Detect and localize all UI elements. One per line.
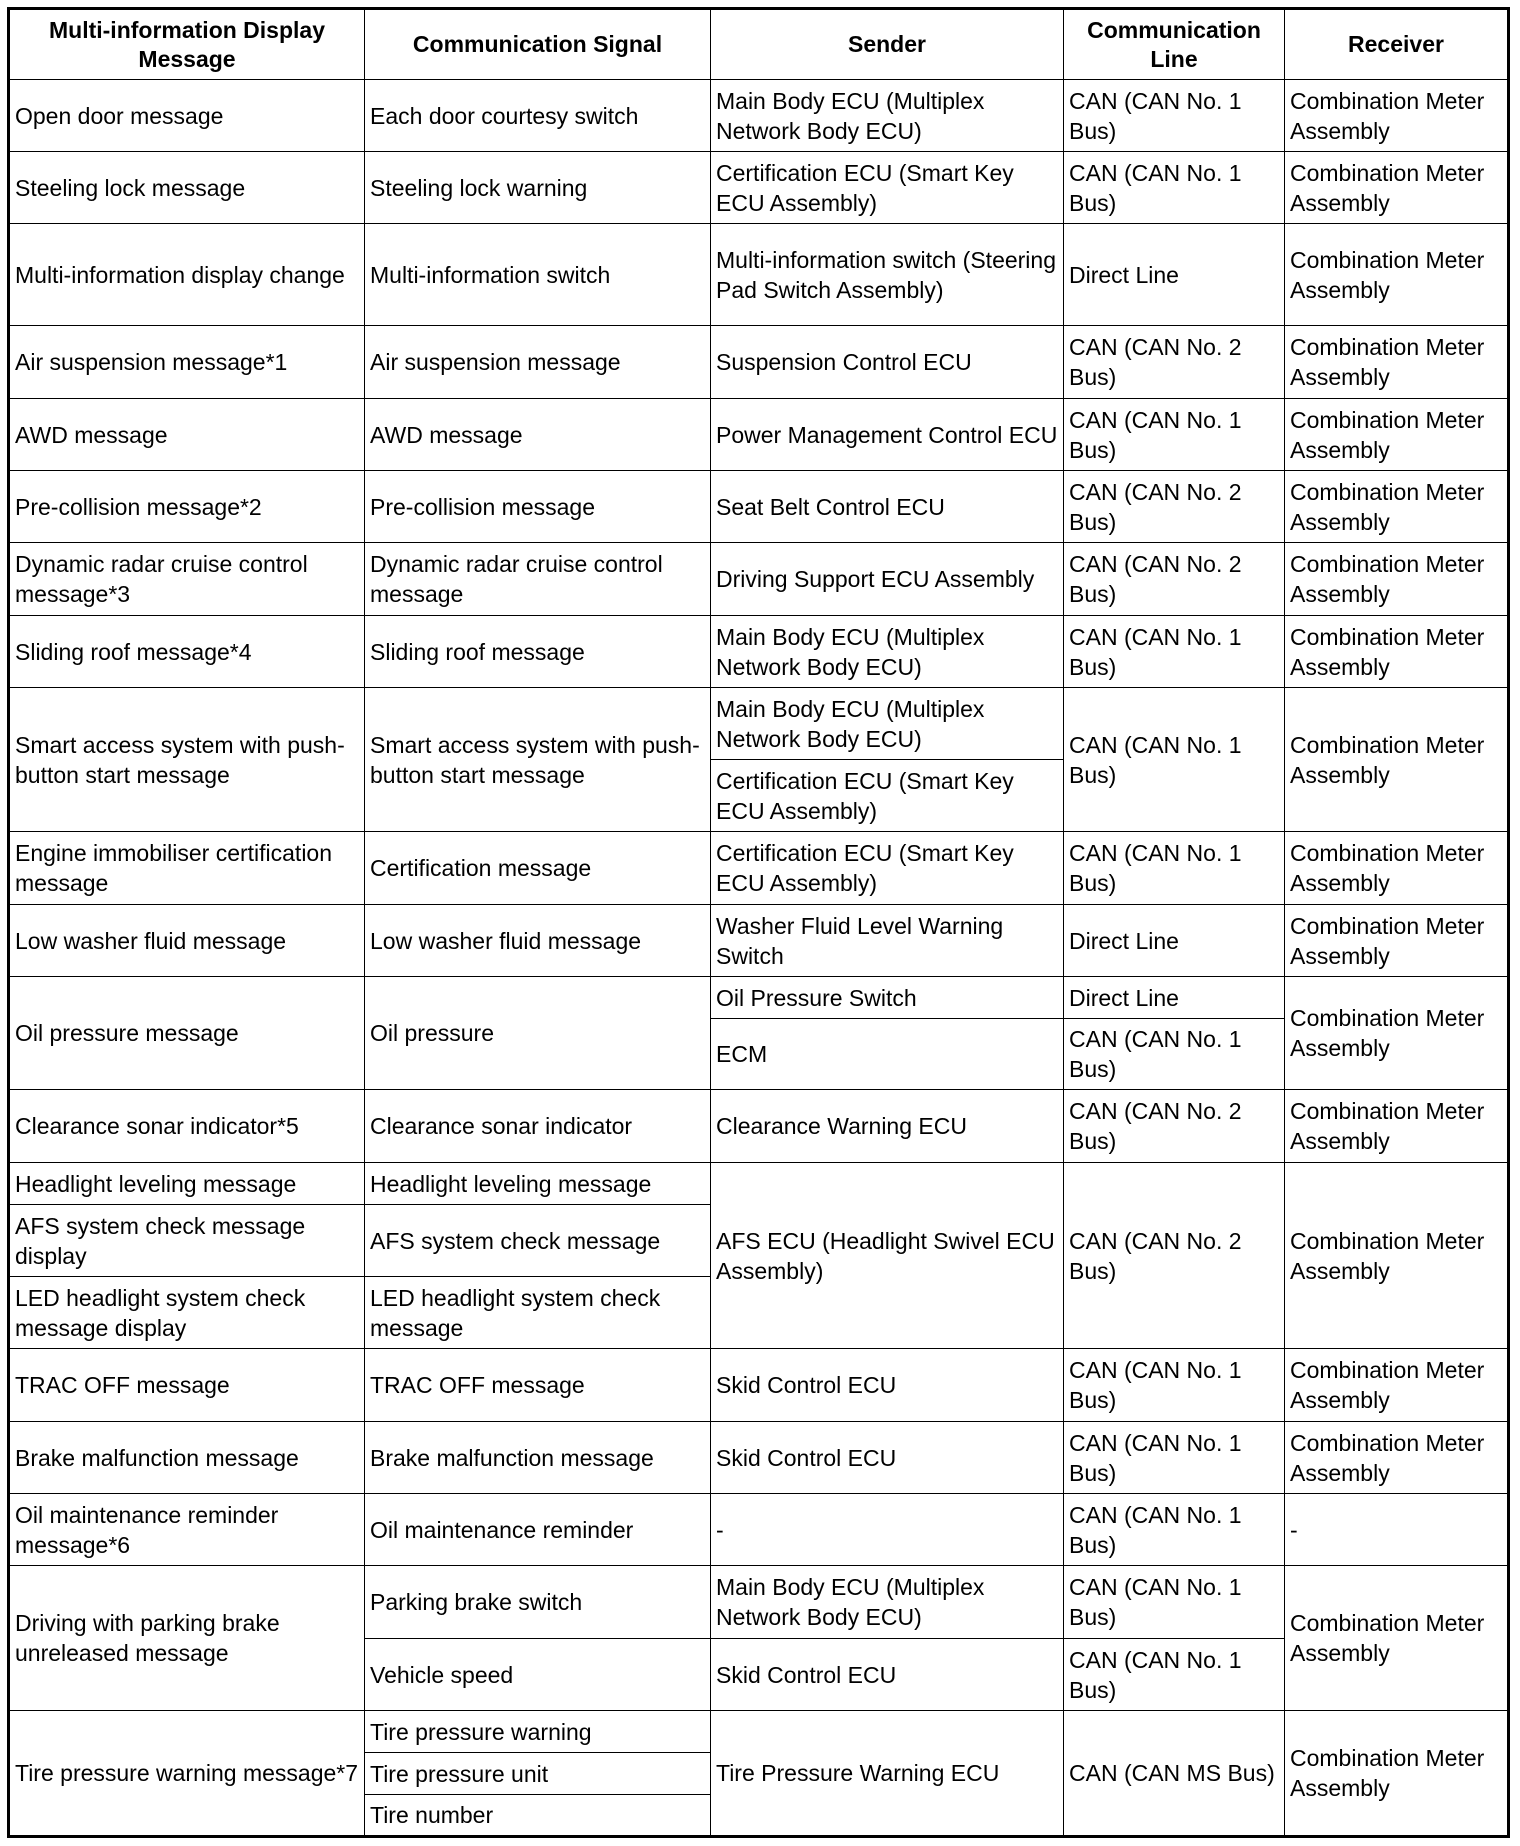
line-cell: CAN (CAN No. 1 Bus) [1064, 832, 1285, 905]
signal-cell: Tire pressure unit [365, 1753, 711, 1795]
signal-cell: Smart access system with push-button start message [365, 688, 711, 832]
message-cell: Tire pressure warning message*7 [9, 1711, 365, 1837]
sender-cell: AFS ECU (Headlight Swivel ECU Assembly) [711, 1163, 1064, 1349]
receiver-cell: Combination Meter Assembly [1285, 543, 1509, 616]
signal-cell: AFS system check message [365, 1205, 711, 1277]
sender-cell: Main Body ECU (Multiplex Network Body ECU) [711, 1566, 1064, 1639]
sender-cell: Suspension Control ECU [711, 326, 1064, 399]
header-receiver: Receiver [1285, 9, 1509, 80]
line-cell: CAN (CAN No. 1 Bus) [1064, 80, 1285, 152]
receiver-cell: Combination Meter Assembly [1285, 399, 1509, 471]
header-signal: Communication Signal [365, 9, 711, 80]
message-cell: Air suspension message*1 [9, 326, 365, 399]
signal-cell: Steeling lock warning [365, 152, 711, 224]
table-row [9, 80, 1509, 152]
message-cell: Open door message [9, 80, 365, 152]
table-row [9, 1422, 1509, 1494]
signal-cell: Oil maintenance reminder [365, 1494, 711, 1566]
signal-cell: Clearance sonar indicator [365, 1090, 711, 1163]
table-row [9, 471, 1509, 543]
table-row [9, 543, 1509, 616]
table-row [9, 1349, 1509, 1422]
signal-cell: Sliding roof message [365, 616, 711, 688]
receiver-cell: - [1285, 1494, 1509, 1566]
sender-cell: Main Body ECU (Multiplex Network Body ECU) [711, 80, 1064, 152]
receiver-cell: Combination Meter Assembly [1285, 832, 1509, 905]
signal-cell: Vehicle speed [365, 1639, 711, 1711]
signal-cell: TRAC OFF message [365, 1349, 711, 1422]
message-cell: Engine immobiliser certification message [9, 832, 365, 905]
receiver-cell: Combination Meter Assembly [1285, 326, 1509, 399]
receiver-cell: Combination Meter Assembly [1285, 1349, 1509, 1422]
table-container [7, 7, 1507, 1837]
sender-cell: - [711, 1494, 1064, 1566]
message-cell: Steeling lock message [9, 152, 365, 224]
receiver-cell: Combination Meter Assembly [1285, 471, 1509, 543]
message-cell: Dynamic radar cruise control message*3 [9, 543, 365, 616]
table-row [9, 224, 1509, 326]
signal-cell: Tire number [365, 1795, 711, 1837]
line-cell: CAN (CAN No. 1 Bus) [1064, 688, 1285, 832]
table-row [9, 977, 1509, 1019]
message-cell: Oil maintenance reminder message*6 [9, 1494, 365, 1566]
message-cell: Clearance sonar indicator*5 [9, 1090, 365, 1163]
line-cell: CAN (CAN No. 1 Bus) [1064, 1566, 1285, 1639]
table-row [9, 905, 1509, 977]
signal-cell: Dynamic radar cruise control message [365, 543, 711, 616]
message-cell: AFS system check message display [9, 1205, 365, 1277]
sender-cell: Multi-information switch (Steering Pad Switch Assembly) [711, 224, 1064, 326]
signal-cell: AWD message [365, 399, 711, 471]
line-cell: CAN (CAN No. 1 Bus) [1064, 1349, 1285, 1422]
table-row [9, 1494, 1509, 1566]
sender-cell: Oil Pressure Switch [711, 977, 1064, 1019]
line-cell: CAN (CAN No. 2 Bus) [1064, 1163, 1285, 1349]
line-cell: CAN (CAN No. 1 Bus) [1064, 616, 1285, 688]
receiver-cell: Combination Meter Assembly [1285, 80, 1509, 152]
sender-cell: Main Body ECU (Multiplex Network Body ECU) [711, 688, 1064, 760]
receiver-cell: Combination Meter Assembly [1285, 1711, 1509, 1837]
sender-cell: Clearance Warning ECU [711, 1090, 1064, 1163]
line-cell: CAN (CAN No. 1 Bus) [1064, 1494, 1285, 1566]
sender-cell: Skid Control ECU [711, 1422, 1064, 1494]
sender-cell: Driving Support ECU Assembly [711, 543, 1064, 616]
line-cell: CAN (CAN No. 2 Bus) [1064, 326, 1285, 399]
message-cell: LED headlight system check message display [9, 1277, 365, 1349]
message-cell: Brake malfunction message [9, 1422, 365, 1494]
table-row [9, 688, 1509, 760]
line-cell: CAN (CAN MS Bus) [1064, 1711, 1285, 1837]
sender-cell: Certification ECU (Smart Key ECU Assembly) [711, 760, 1064, 832]
signal-cell: Air suspension message [365, 326, 711, 399]
line-cell: CAN (CAN No. 1 Bus) [1064, 1422, 1285, 1494]
signal-cell: Oil pressure [365, 977, 711, 1090]
sender-cell: Certification ECU (Smart Key ECU Assembly) [711, 832, 1064, 905]
message-cell: Headlight leveling message [9, 1163, 365, 1205]
line-cell: Direct Line [1064, 224, 1285, 326]
table-row [9, 1163, 1509, 1205]
line-cell: CAN (CAN No. 2 Bus) [1064, 1090, 1285, 1163]
receiver-cell: Combination Meter Assembly [1285, 1163, 1509, 1349]
signal-cell: Tire pressure warning [365, 1711, 711, 1753]
table-row [9, 1711, 1509, 1753]
signal-cell: Brake malfunction message [365, 1422, 711, 1494]
sender-cell: Seat Belt Control ECU [711, 471, 1064, 543]
sender-cell: ECM [711, 1019, 1064, 1090]
message-cell: Smart access system with push-button start message [9, 688, 365, 832]
receiver-cell: Combination Meter Assembly [1285, 688, 1509, 832]
header-line: Communication Line [1064, 9, 1285, 80]
line-cell: CAN (CAN No. 1 Bus) [1064, 1639, 1285, 1711]
signal-cell: Certification message [365, 832, 711, 905]
message-cell: Driving with parking brake unreleased message [9, 1566, 365, 1711]
line-cell: CAN (CAN No. 1 Bus) [1064, 152, 1285, 224]
message-cell: Sliding roof message*4 [9, 616, 365, 688]
message-cell: Multi-information display change [9, 224, 365, 326]
signal-cell: Pre-collision message [365, 471, 711, 543]
signal-cell: Low washer fluid message [365, 905, 711, 977]
sender-cell: Tire Pressure Warning ECU [711, 1711, 1064, 1837]
sender-cell: Washer Fluid Level Warning Switch [711, 905, 1064, 977]
receiver-cell: Combination Meter Assembly [1285, 1090, 1509, 1163]
message-cell: Oil pressure message [9, 977, 365, 1090]
signal-cell: LED headlight system check message [365, 1277, 711, 1349]
table-row [9, 1566, 1509, 1639]
message-cell: TRAC OFF message [9, 1349, 365, 1422]
signal-cell: Each door courtesy switch [365, 80, 711, 152]
receiver-cell: Combination Meter Assembly [1285, 905, 1509, 977]
message-cell: AWD message [9, 399, 365, 471]
receiver-cell: Combination Meter Assembly [1285, 1422, 1509, 1494]
line-cell: Direct Line [1064, 905, 1285, 977]
table-row [9, 616, 1509, 688]
table-row [9, 399, 1509, 471]
receiver-cell: Combination Meter Assembly [1285, 977, 1509, 1090]
header-message: Multi-information Display Message [9, 9, 365, 80]
table-row [9, 1090, 1509, 1163]
sender-cell: Certification ECU (Smart Key ECU Assembly) [711, 152, 1064, 224]
line-cell: CAN (CAN No. 2 Bus) [1064, 543, 1285, 616]
receiver-cell: Combination Meter Assembly [1285, 152, 1509, 224]
table-row [9, 152, 1509, 224]
signal-cell: Multi-information switch [365, 224, 711, 326]
signal-cell: Headlight leveling message [365, 1163, 711, 1205]
message-cell: Pre-collision message*2 [9, 471, 365, 543]
sender-cell: Skid Control ECU [711, 1639, 1064, 1711]
line-cell: CAN (CAN No. 1 Bus) [1064, 1019, 1285, 1090]
table-row [9, 326, 1509, 399]
sender-cell: Main Body ECU (Multiplex Network Body ECU) [711, 616, 1064, 688]
receiver-cell: Combination Meter Assembly [1285, 1566, 1509, 1711]
table-row [9, 832, 1509, 905]
line-cell: Direct Line [1064, 977, 1285, 1019]
header-row [9, 9, 1509, 80]
message-cell: Low washer fluid message [9, 905, 365, 977]
header-sender: Sender [711, 9, 1064, 80]
sender-cell: Skid Control ECU [711, 1349, 1064, 1422]
line-cell: CAN (CAN No. 2 Bus) [1064, 471, 1285, 543]
line-cell: CAN (CAN No. 1 Bus) [1064, 399, 1285, 471]
sender-cell: Power Management Control ECU [711, 399, 1064, 471]
communication-table [7, 7, 1510, 1838]
receiver-cell: Combination Meter Assembly [1285, 616, 1509, 688]
signal-cell: Parking brake switch [365, 1566, 711, 1639]
receiver-cell: Combination Meter Assembly [1285, 224, 1509, 326]
